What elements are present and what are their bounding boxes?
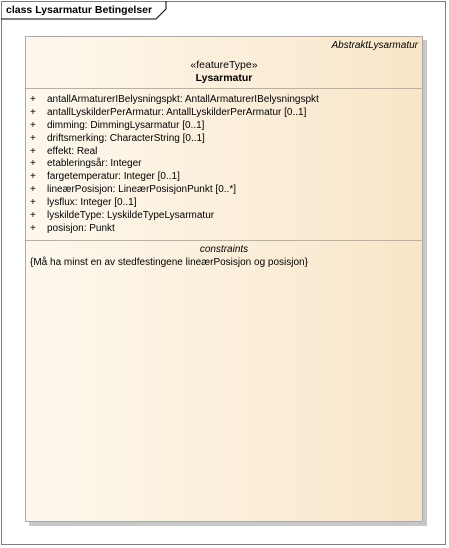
frame-title-tab bbox=[1, 1, 166, 19]
attribute-row bbox=[26, 171, 422, 184]
constraint-text: {Må ha minst en av stedfestingene lineærPosisjon og posisjon} bbox=[30, 257, 308, 268]
attribute-text: posisjon: Punkt bbox=[47, 222, 115, 234]
attribute-row bbox=[26, 184, 422, 197]
attribute-visibility: + bbox=[30, 94, 36, 105]
class-box-lysarmatur[interactable] bbox=[25, 36, 423, 522]
constraints-divider bbox=[26, 240, 422, 241]
attribute-row bbox=[26, 133, 422, 146]
frame-title: class Lysarmatur Betingelser bbox=[6, 4, 153, 16]
attribute-visibility: + bbox=[30, 184, 36, 196]
attribute-text: antallArmaturerIBelysningspkt: AntallArmaturerIBelysningspkt bbox=[47, 94, 319, 105]
attribute-row bbox=[26, 158, 422, 171]
attribute-text: etableringsår: Integer bbox=[47, 158, 142, 170]
attribute-visibility: + bbox=[30, 158, 36, 170]
attribute-text: driftsmerking: CharacterString [0..1] bbox=[47, 132, 205, 144]
attribute-text: antallLyskilderPerArmatur: AntallLyskilderPerArmatur [0..1] bbox=[47, 106, 307, 118]
attribute-visibility: + bbox=[30, 106, 36, 118]
superclass-label: AbstraktLysarmatur bbox=[331, 40, 418, 51]
attribute-visibility: + bbox=[30, 210, 36, 222]
attribute-text: lyskildeType: LyskildeTypeLysarmatur bbox=[47, 210, 215, 222]
attribute-visibility: + bbox=[30, 119, 36, 131]
attribute-text: effekt: Real bbox=[47, 145, 98, 157]
class-stereotype: «featureType» bbox=[190, 59, 258, 71]
attribute-row bbox=[26, 210, 422, 223]
attributes-divider bbox=[26, 88, 422, 89]
attribute-visibility: + bbox=[30, 171, 36, 183]
attribute-row bbox=[26, 107, 422, 120]
class-name: Lysarmatur bbox=[195, 72, 253, 84]
constraints-heading: constraints bbox=[199, 244, 249, 255]
attribute-text: dimming: DimmingLysarmatur [0..1] bbox=[47, 119, 205, 131]
attribute-visibility: + bbox=[30, 145, 36, 157]
attribute-text: lineærPosisjon: LineærPosisjonPunkt [0..*] bbox=[47, 184, 236, 196]
attribute-visibility: + bbox=[30, 222, 36, 234]
attribute-visibility: + bbox=[30, 132, 36, 144]
attribute-row bbox=[26, 94, 422, 107]
attribute-row bbox=[26, 120, 422, 133]
attribute-list bbox=[26, 94, 422, 236]
attribute-text: fargetemperatur: Integer [0..1] bbox=[47, 171, 180, 183]
attribute-row bbox=[26, 197, 422, 210]
attribute-visibility: + bbox=[30, 197, 36, 209]
attribute-row bbox=[26, 146, 422, 159]
attribute-row bbox=[26, 223, 422, 236]
attribute-text: lysflux: Integer [0..1] bbox=[47, 197, 137, 209]
